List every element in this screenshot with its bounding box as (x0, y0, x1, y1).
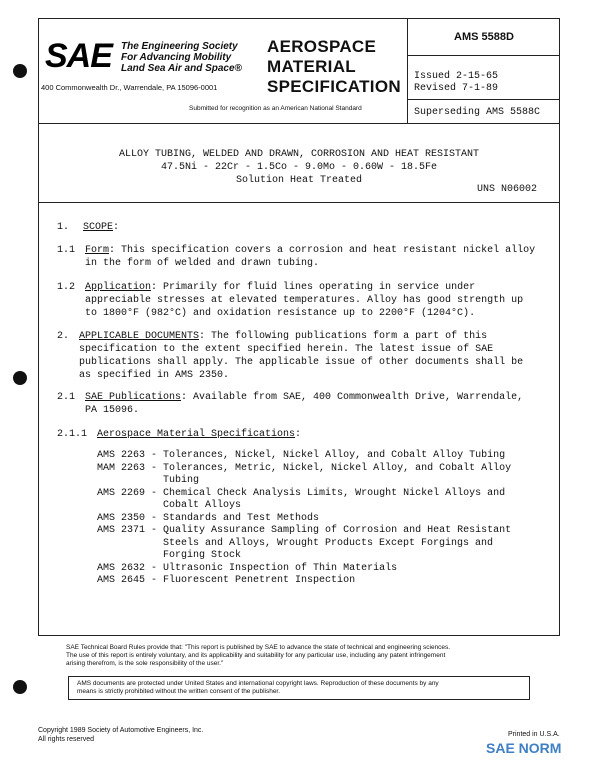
ams-description: Cobalt Alloys (151, 500, 242, 511)
section-1-2-number: 1.2 (57, 282, 76, 293)
ams-list-item (97, 488, 505, 501)
ams-description: - Tolerances, Nickel, Nickel Alloy, and Cobalt Alloy Tubing (151, 450, 506, 461)
ams-list-item (97, 525, 511, 538)
ams-description: Forging Stock (151, 550, 242, 561)
section-1-1-text-2: in the form of welded and drawn tubing. (85, 258, 320, 269)
ams-list-item (97, 475, 199, 488)
ams-list-item (97, 550, 241, 563)
copyright: Copyright 1989 Society of Automotive Engineers, Inc. All rights reserved (38, 727, 204, 743)
printed-in: Printed in U.S.A. (508, 731, 560, 738)
section-2-text-2: specification to the extent specified herein. The latest issue of SAE (79, 344, 494, 355)
document-body (38, 124, 560, 636)
ams-description: - Tolerances, Metric, Nickel, Nickel Alloy, and Cobalt Alloy (151, 462, 512, 474)
section-1-2-text-3: to 1800°F (982°C) and oxidation resistance up to 2200°F (1204°C). (85, 308, 476, 319)
society-tagline: The Engineering Society For Advancing Mobility Land Sea Air and Space® (121, 41, 242, 74)
section-1-1-number: 1.1 (57, 245, 76, 256)
ams-code: AMS 2632 (97, 562, 146, 574)
ams-list-item (97, 575, 355, 588)
superseding: Superseding AMS 5588C (414, 107, 541, 118)
ams-list-item (97, 538, 493, 551)
section-1-1-text: Form: This specification covers a corrosion and heat resistant nickel alloy (85, 245, 536, 256)
section-2-1-number: 2.1 (57, 392, 76, 403)
section-2-text-3: publications shall apply. The applicable issue of other documents shall be (79, 357, 524, 368)
ansi-note: Submitted for recognition as an American National Standard (189, 105, 362, 112)
ams-list-item (97, 450, 505, 463)
ams-code: AMS 2371 (97, 525, 146, 536)
punch-hole-top (13, 64, 27, 78)
technical-board-rules: SAE Technical Board Rules provide that: "This report is published by SAE to advance the state of technical and engineering sciences. The use of this report is entirely voluntary, and its applicability and suitability for any particular use, including any patent infringement arising therefrom, is the sole responsibility of the user." (66, 644, 451, 667)
title-line-1: ALLOY TUBING, WELDED AND DRAWN, CORROSION AND HEAT RESISTANT (118, 149, 480, 160)
ams-number: AMS 5588D (408, 19, 560, 56)
title-line-2: 47.5Ni - 22Cr - 1.5Co - 9.0Mo - 0.60W - 18.5Fe (160, 162, 438, 173)
ams-description: - Chemical Check Analysis Limits, Wrought Nickel Alloys and (151, 487, 506, 499)
section-1-number: 1. (57, 222, 70, 233)
section-2-text-4: as specified in AMS 2350. (79, 370, 230, 381)
ams-description: Tubing (151, 475, 200, 486)
uns-number: UNS N06002 (476, 184, 537, 195)
sae-address: 400 Commonwealth Dr., Warrendale, PA 15096-0001 (41, 83, 218, 92)
title-line-3: Solution Heat Treated (235, 175, 363, 186)
ams-list-item (97, 463, 511, 476)
ams-description: - Ultrasonic Inspection of Thin Materials (151, 562, 398, 574)
ams-description: Steels and Alloys, Wrought Products Except Forgings and (151, 537, 494, 549)
copyright-notice-box: AMS documents are protected under United States and international copyright laws. Reproduction of these documents by any means is strictly prohibited without the written consent of the publisher. (68, 676, 530, 700)
section-2-number: 2. (57, 331, 70, 342)
issue-dates: Issued 2-15-65 Revised 7-1-89 (414, 71, 499, 94)
header-right (407, 19, 560, 123)
section-2-1-1-heading: Aerospace Material Specifications: (97, 429, 302, 440)
spec-type-title: AEROSPACE MATERIAL SPECIFICATION (267, 37, 401, 96)
ams-code: MAM 2263 (97, 462, 146, 474)
ams-list-item (97, 513, 319, 526)
section-2-1-text-2: PA 15096. (85, 405, 140, 416)
ams-code: AMS 2645 (97, 575, 146, 586)
section-1-heading: SCOPE: (83, 222, 120, 233)
sae-logo: SAE (45, 37, 112, 75)
section-1-2-text: Application: Primarily for fluid lines operating in service under (85, 282, 476, 293)
ams-description: - Standards and Test Methods (151, 512, 320, 524)
section-2-1-1-number: 2.1.1 (57, 429, 88, 440)
ams-code: AMS 2350 (97, 512, 146, 524)
header-left (39, 19, 406, 123)
ams-list-item (97, 500, 241, 513)
section-1-2-text-2: appreciable stresses at elevated temperatures. Alloy has good strength up (85, 295, 524, 306)
material-title (39, 124, 559, 203)
punch-hole-middle (13, 371, 27, 385)
punch-hole-bottom (13, 680, 27, 694)
section-2-1-text: SAE Publications: Available from SAE, 400 Commonwealth Drive, Warrendale, (85, 392, 524, 403)
section-2-text: APPLICABLE DOCUMENTS: The following publications form a part of this (79, 331, 488, 342)
ams-description: - Quality Assurance Sampling of Corrosion and Heat Resistant (151, 525, 512, 536)
ams-code: AMS 2263 (97, 450, 146, 461)
sae-norm-watermark: SAE NORM (486, 740, 562, 756)
document-header (38, 18, 560, 124)
ams-list-item (97, 563, 397, 576)
ams-description: - Fluorescent Penetrent Inspection (151, 575, 356, 586)
ams-code: AMS 2269 (97, 487, 146, 499)
divider (408, 99, 560, 100)
